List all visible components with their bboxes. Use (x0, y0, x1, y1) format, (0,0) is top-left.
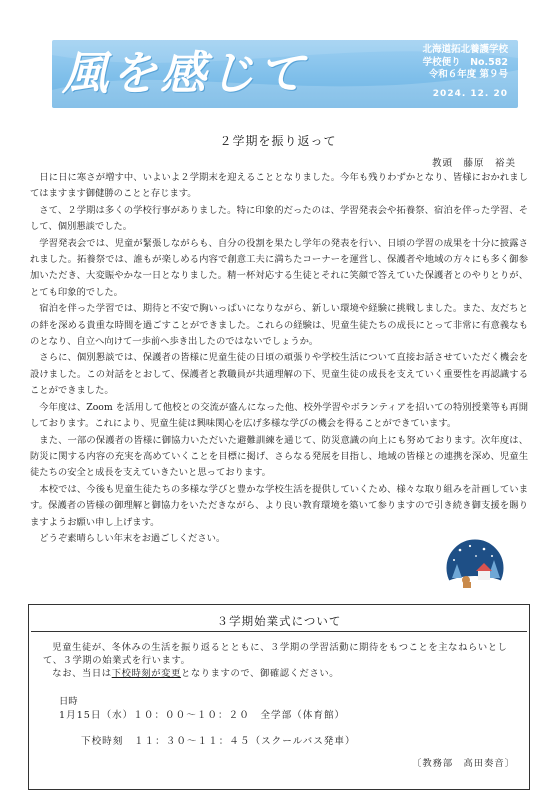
event-schedule: 1月15日（水）１０：００〜１０：２０ 全学部（体育館） (59, 710, 346, 721)
article-paragraph: どうぞ素晴らしい年末をお過ごしください。 (39, 532, 226, 544)
issue-name: 学校便り No.582 (422, 56, 508, 68)
notice-note (43, 667, 513, 680)
notice-body (43, 641, 513, 680)
notice-note-emphasis: 下校時刻が変更 (111, 668, 181, 679)
header-banner (52, 40, 518, 108)
notice-signature: 〔教務部 高田奏音〕 (412, 758, 515, 769)
article-paragraph: 宿泊を伴った学習では、期待と不安で胸いっぱいになりながら、新しい環境や経験に挑戦しました。また、友だちとの絆を深める貴重な時間を過ごすことができました。これらの経験は、児童生徒たちの成長にとって非常に有意義なものとなり、自立へ向けて一歩前へ歩き出したのではないでしょうか。 (30, 303, 528, 348)
article-paragraph: 学習発表会では、児童が緊張しながらも、自分の役割を果たし学年の発表を行い、日頃の学習の成果を十分に披露されました。拓養祭では、誰もが楽しめる内容で創意工夫に満ちたコーナーを運営し、保護者や地域の方々にも多く御参加いただき、大変賑やかな一日となりました。精一杯対応する生徒とそれに笑顔で答えていた保護者とのやりとりが、とても印象的でした。 (30, 237, 528, 298)
article-title: ２学期を振り返って (219, 134, 337, 148)
winter-illustration (440, 536, 510, 598)
article-paragraph: 日に日に寒さが増す中、いよいよ２学期末を迎えることとなりました。今年も残りわずかとなり、皆様におかれましてはますます御健勝のことと存じます。 (30, 172, 528, 200)
notice-note-post: となりますので、御確認ください。 (180, 668, 340, 679)
article-paragraph: 本校では、今後も児童生徒たちの多様な学びと豊かな学校生活を提供していくため、様々な取り組みを計画しています。保護者の皆様の御理解と御協力をいただきながら、より良い教育環境を築いて参りますので引き続き御支援を賜りますようお願い申し上げます。 (30, 483, 528, 528)
article-body (30, 170, 528, 547)
notice-note-pre: なお、当日は (52, 668, 112, 679)
newsletter-title: 風を感じて (62, 46, 307, 100)
article-paragraph: さて、２学期は多くの学校行事がありました。特に印象的だったのは、学習発表会や拓養祭、宿泊を伴った学習、そして、個別懇談でした。 (30, 204, 528, 233)
era-issue: 令和６年度 第９号 (428, 69, 508, 80)
notice-title: ３学期始業式について (216, 614, 342, 628)
dismissal-time: 下校時刻 １１：３０〜１１：４５（スクールバス発車） (81, 736, 356, 747)
article-paragraph: さらに、個別懇談では、保護者の皆様に児童生徒の日頃の頑張りや学校生活について直接お話させていただく機会を設けました。この対話をとおして、保護者と教職員が共通理解の下、児童生徒の成長を支えていく重要性を再認識することができました。 (30, 352, 528, 397)
article-paragraph: また、一部の保護者の皆様に御協力いただいた避難訓練を通じて、防災意識の向上にも努めております。次年度は、防災に関する内容の充実を高めていくことを目標に掲げ、さらなる発展を目指し、地域の皆様との連携を深め、児童生徒たちの安全と成長を支えていきたいと思っております。 (30, 434, 528, 479)
event-date-label: 日時 (59, 696, 78, 707)
notice-divider (31, 631, 527, 632)
school-name: 北海道拓北養護学校 (422, 44, 508, 55)
article-paragraph: 今年度は、Zoom を活用して他校との交流が盛んになった他、校外学習やボランティアを招いての特別授業等も再開しております。これにより、児童生徒は興味関心を広げ多様な学びの機会を得ることができています。 (30, 401, 528, 430)
notice-text: 児童生徒が、冬休みの生活を振り返るとともに、３学期の学習活動に期待をもつことを主なねらいとして、３学期の始業式を行います。 (43, 642, 508, 666)
issue-date: 2024. 12. 20 (432, 88, 508, 99)
issue-info (422, 44, 508, 100)
article-author: 教頭 藤原 裕美 (431, 158, 516, 169)
notice-box (28, 604, 530, 790)
